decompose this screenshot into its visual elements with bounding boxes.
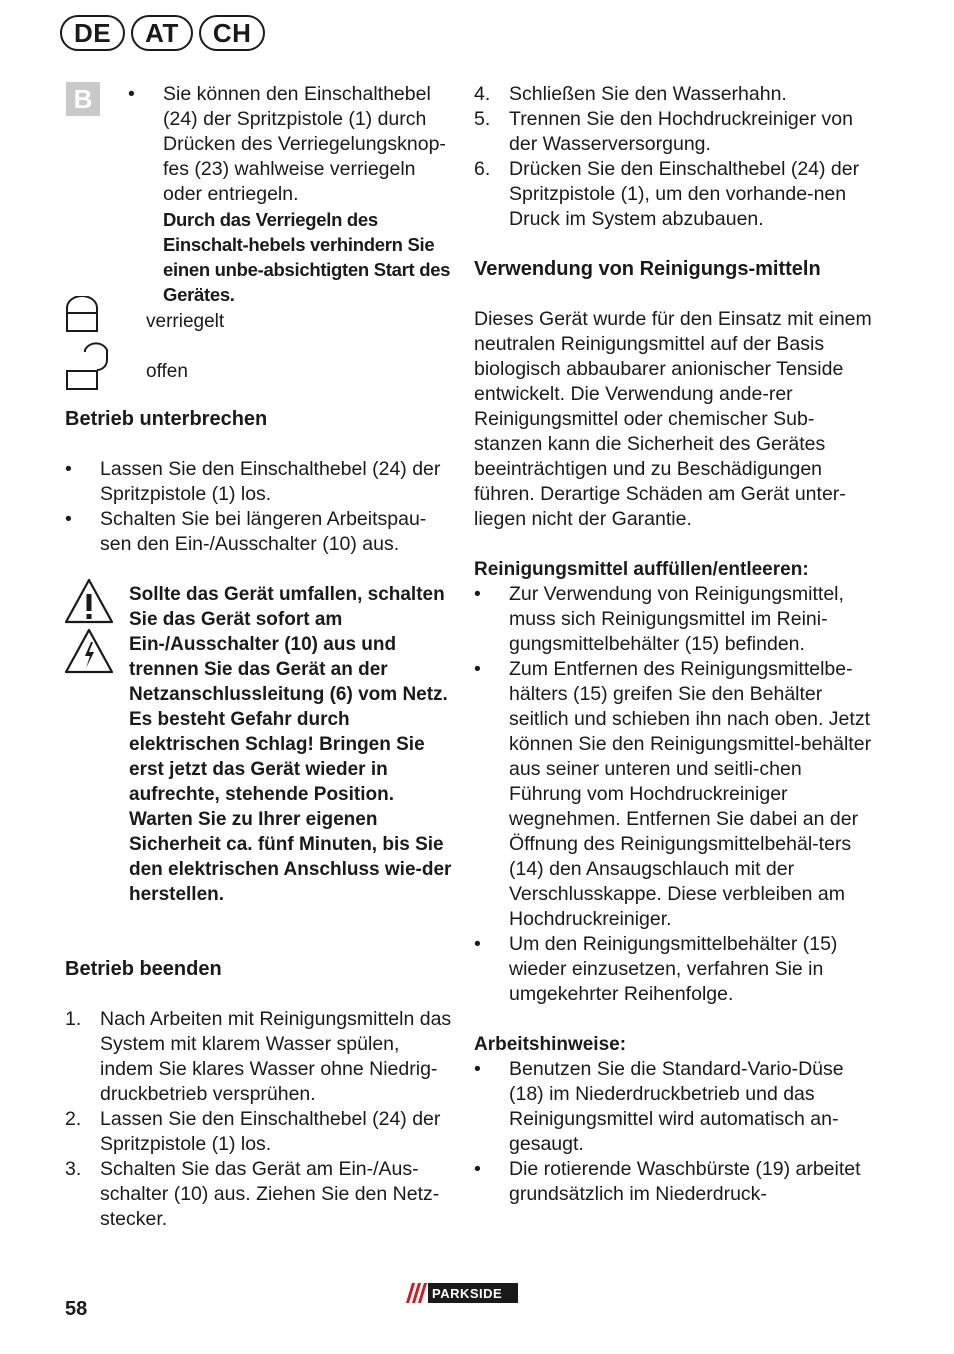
badge-de: DE: [60, 15, 125, 51]
section-marker: B: [66, 82, 100, 116]
logo-stripes-icon: [404, 1283, 428, 1303]
list-item: • Die rotierende Waschbürste (19) arbeitet grundsätzlich im Niederdruck-: [474, 1158, 861, 1205]
list-item: 3. Schalten Sie das Gerät am Ein-/Aus-schalter (10) aus. Ziehen Sie den Netz-stecker.: [65, 1158, 440, 1230]
lock-open-label: offen: [146, 361, 188, 382]
badge-at: AT: [131, 15, 193, 51]
bullet-icon: •: [474, 583, 481, 605]
list-item: • Lassen Sie den Einschalthebel (24) der Spritzpistole (1) los.: [65, 458, 441, 505]
bullet-icon: •: [474, 1158, 481, 1180]
subheading-fill: Reinigungsmittel auffüllen/entleeren:: [474, 559, 809, 580]
detergent-paragraph: Dieses Gerät wurde für den Einsatz mit einem neutralen Reinigungsmittel auf der Basis biologisch abbaubarer anionischer Tenside entwickelt. Die Verwendung ande-rer Reinigungsmittel oder chemischer Sub-stanzen kann die Sicherheit des Gerätes beeinträchtigen und zu Beschädigungen führen. Derartige Schäden am Gerät unter-liegen nicht der Garantie.: [474, 308, 872, 530]
list-item: 1. Nach Arbeiten mit Reinigungsmitteln das System mit klarem Wasser spülen, indem Sie klares Wasser ohne Niedrig-druckbetrieb versprühen.: [65, 1008, 452, 1105]
brand-name: PARKSIDE: [432, 1285, 503, 1301]
bullet-icon: •: [128, 83, 135, 105]
heading-detergent: Verwendung von Reinigungs-mitteln: [474, 258, 821, 280]
subheading-work: Arbeitshinweise:: [474, 1034, 627, 1055]
left-intro: [65, 82, 455, 307]
brand-logo: [404, 1283, 518, 1303]
list-item: 2. Lassen Sie den Einschalthebel (24) der Spritzpistole (1) los.: [65, 1108, 441, 1155]
intro-bold-text: Durch das Verriegeln des Einschalt-hebels verhindern Sie einen unbe-absichtigten Start des Gerätes.: [163, 209, 451, 305]
badge-ch: CH: [199, 15, 266, 51]
bullet-icon: •: [474, 1058, 481, 1080]
heading-interrupt: Betrieb unterbrechen: [65, 408, 268, 430]
list-item: • Benutzen Sie die Standard-Vario-Düse (18) im Niederdruckbetrieb und das Reinigungsmittel wird automatisch an-gesaugt.: [474, 1058, 844, 1155]
warning-text: Sollte das Gerät umfallen, schalten Sie das Gerät sofort am Ein-/Ausschalter (10) aus und trennen Sie das Gerät an der Netzanschlussleitung (6) vom Netz. Es besteht Gefahr durch elektrischen Schlag! Bringen Sie erst jetzt das Gerät wieder in aufrechte, stehende Position. Warten Sie zu Ihrer eigenen Sicherheit ca. fünf Minuten, bis Sie den elektrischen Anschluss wie-der herstellen.: [129, 584, 452, 905]
heading-finish: Betrieb beenden: [65, 958, 222, 980]
bullet-icon: •: [65, 508, 72, 530]
electric-shock-warning-icon: [66, 630, 112, 672]
lock-closed-label: verriegelt: [146, 311, 225, 332]
warning-icons: [64, 578, 114, 683]
bullet-icon: •: [65, 458, 72, 480]
exclamation-warning-icon: [66, 580, 112, 622]
list-item: • Um den Reinigungsmittelbehälter (15) wieder einzusetzen, verfahren Sie in umgekehrter Reihenfolge.: [474, 933, 838, 1005]
finish-section: [65, 957, 455, 1232]
lock-open-icon: [65, 338, 109, 392]
lock-closed-icon: [65, 296, 99, 332]
list-item: 5. Trennen Sie den Hochdruckreiniger von der Wasserversorgung.: [474, 108, 853, 155]
intro-text: Sie können den Einschalthebel (24) der Spritzpistole (1) durch Drücken des Verriegelungsknop-fes (23) wahlweise verriegeln oder entriegeln.: [163, 83, 446, 205]
bullet-icon: •: [474, 658, 481, 680]
list-item: 6. Drücken Sie den Einschalthebel (24) der Spritzpistole (1), um den vorhande-nen Druck im System abzubauen.: [474, 158, 860, 230]
page-number: 58: [65, 1298, 88, 1320]
list-item: 4. Schließen Sie den Wasserhahn.: [474, 83, 787, 105]
list-item: [128, 82, 455, 307]
interrupt-section: [65, 407, 455, 557]
warning-block: [129, 582, 459, 907]
list-item: • Zur Verwendung von Reinigungsmittel, muss sich Reinigungsmittel im Reini-gungsmittelbehälter (15) befinden.: [474, 583, 844, 655]
bullet-icon: •: [474, 933, 481, 955]
list-item: • Zum Entfernen des Reinigungsmittelbe-hälters (15) greifen Sie den Behälter seitlich und schieben ihn nach oben. Jetzt können Sie den Reinigungsmittel-behälter aus seiner unteren und seitli-chen Führung vom Hochdruckreiniger wegnehmen. Entfernen Sie dabei an der Öffnung des Reinigungsmittelbehäl-ters (14) den Ansaugschlauch mit der Verschlusskappe. Diese verbleiben am Hochdruckreiniger.: [474, 658, 872, 930]
country-badges: [60, 15, 265, 51]
list-item: • Schalten Sie bei längeren Arbeitspau-sen den Ein-/Ausschalter (10) aus.: [65, 508, 427, 555]
right-column: [474, 82, 874, 1207]
